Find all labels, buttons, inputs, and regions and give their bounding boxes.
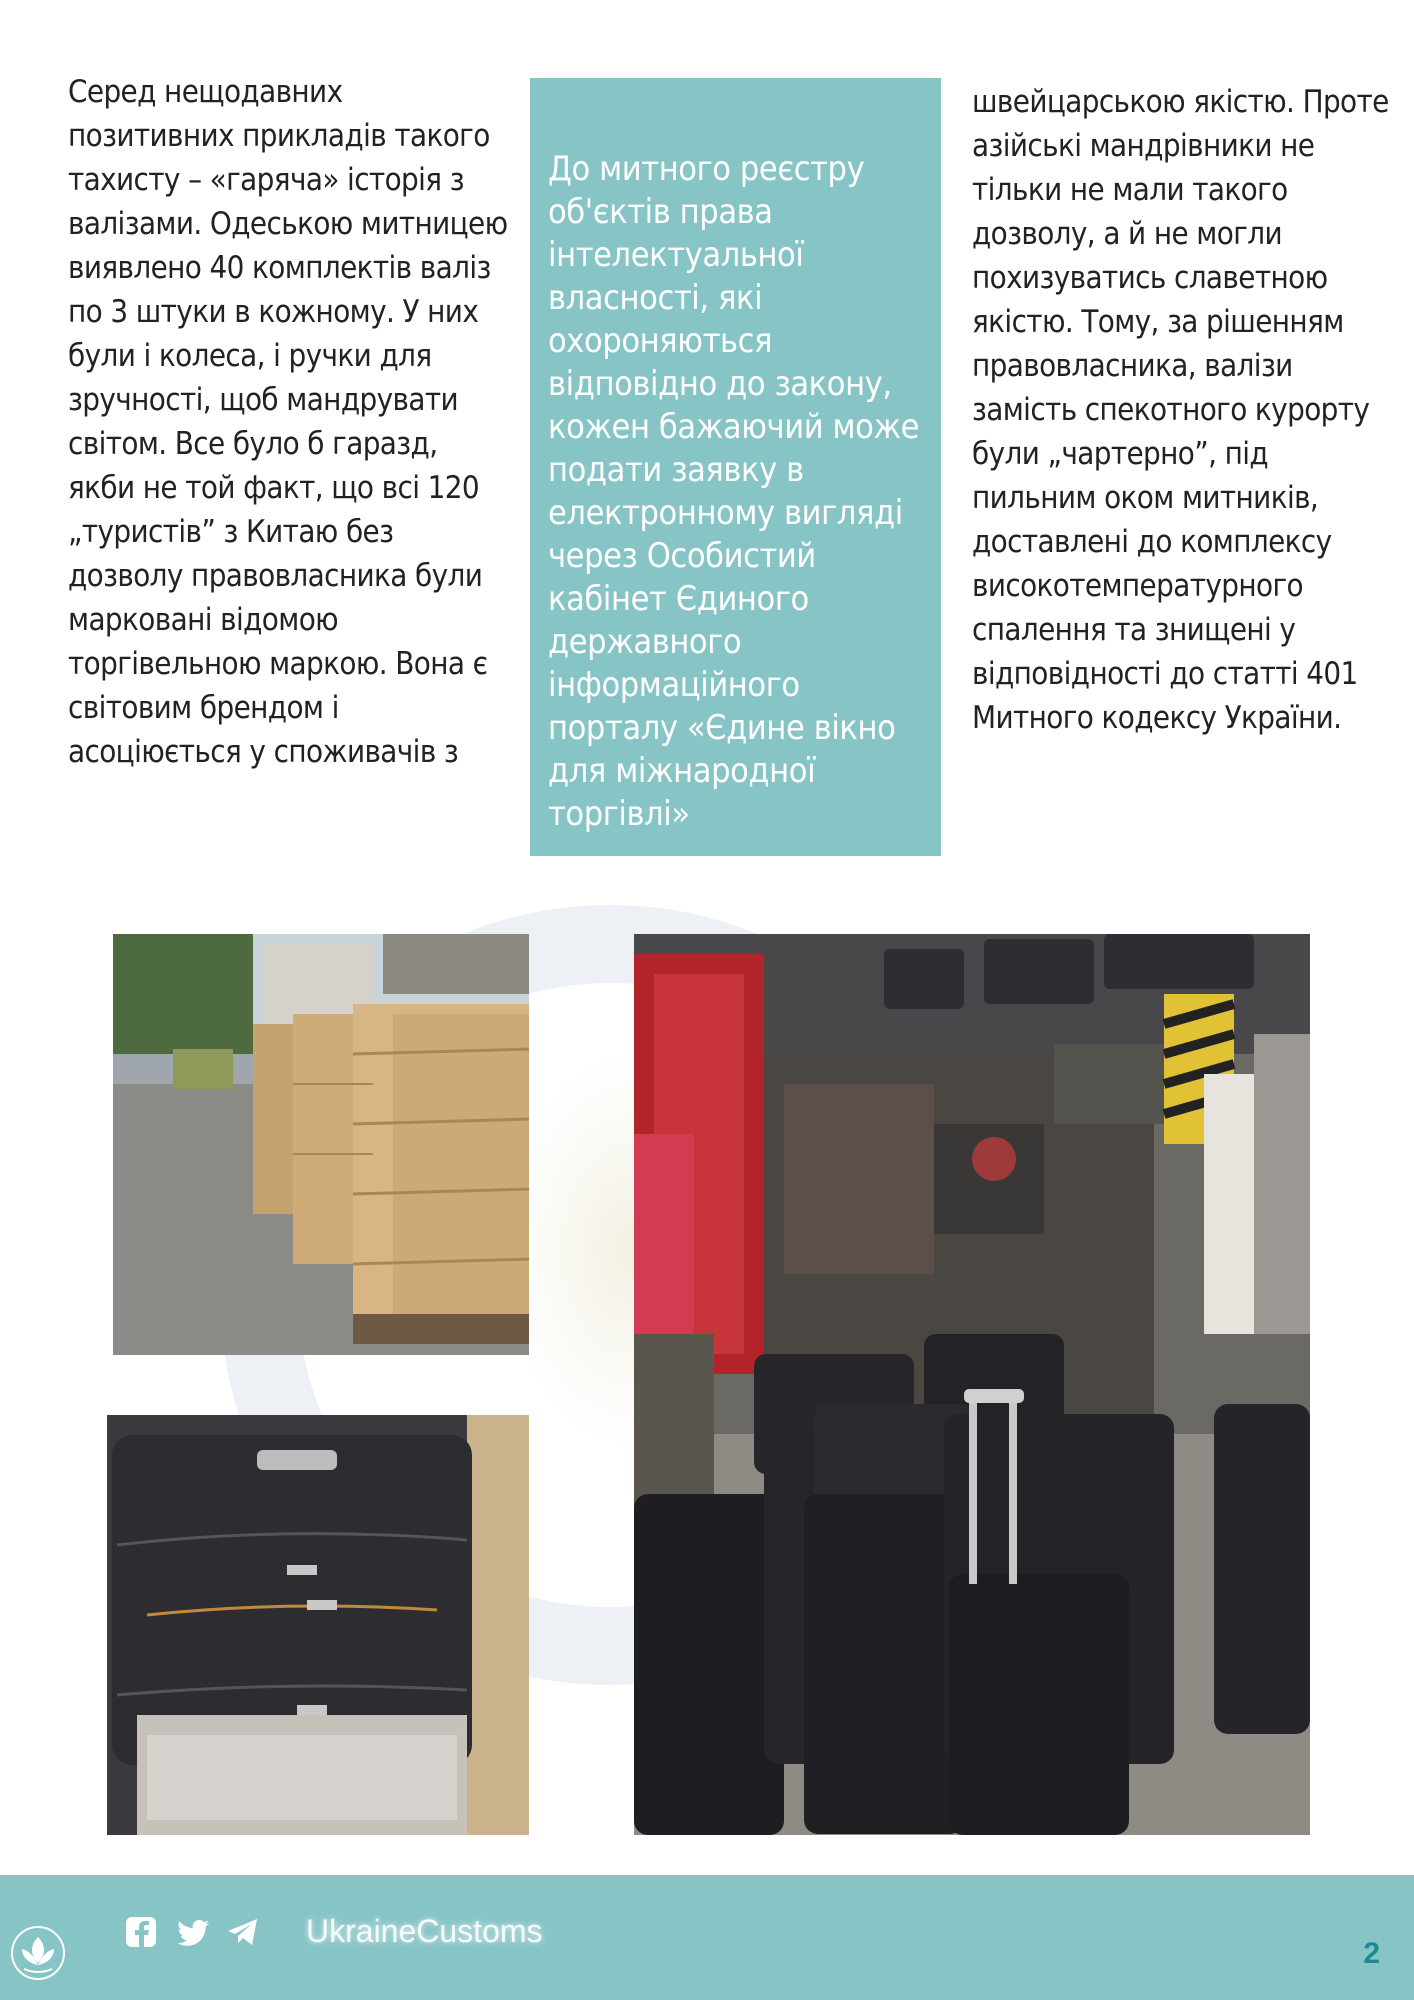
telegram-icon[interactable] <box>226 1915 260 1949</box>
customs-logo-icon <box>8 1923 68 1983</box>
brand-name[interactable]: UkraineCustoms <box>306 1913 543 1949</box>
page-number: 2 <box>1363 1937 1380 1970</box>
article-left-column <box>68 70 508 774</box>
photo-boxes <box>113 934 529 1355</box>
facebook-icon[interactable] <box>124 1915 158 1949</box>
photo-incinerator <box>634 934 1310 1835</box>
callout-text: До митного реєстру об'єктів права інтелектуальної власності, які охороняються відповідно до закону, кожен бажаючий може подати заявку в електронному вигляді через Особистий кабінет Єдиного державного інформаційного порталу «Єдине вікно для міжнародної торгівлі» <box>548 149 920 834</box>
callout-box <box>530 78 941 856</box>
right-column-text: швейцарською якістю. Проте азійські мандрівники не тільки не мали такого дозволу, а й не могли похизуватись славетною якістю. Тому, за рішенням правовласника, валізи замість спекотного курорту були „чартерно”, під пильним оком митників, доставлені до комплексу високотемпературного спалення та знищені у відповідності до статті 401 Митного кодексу України. <box>972 84 1389 736</box>
left-column-text: Серед нещодавних позитивних прикладів такого тахисту – «гаряча» історія з валізами. Одеською митницею виявлено 40 комплектів валіз по 3 штуки в кожному. У них були і колеса, і ручки для зручності, щоб мандрувати світом. Все було б гаразд, якби не той факт, що всі 120 „туристів” з Китаю без дозволу правовласника були марковані відомою торгівельною маркою. Вона є світовим брендом і асоціюється у споживачів з <box>68 74 508 770</box>
twitter-icon[interactable] <box>177 1915 211 1949</box>
page-footer <box>0 1875 1414 2000</box>
article-right-column <box>972 80 1392 740</box>
photo-suitcase <box>107 1415 529 1835</box>
